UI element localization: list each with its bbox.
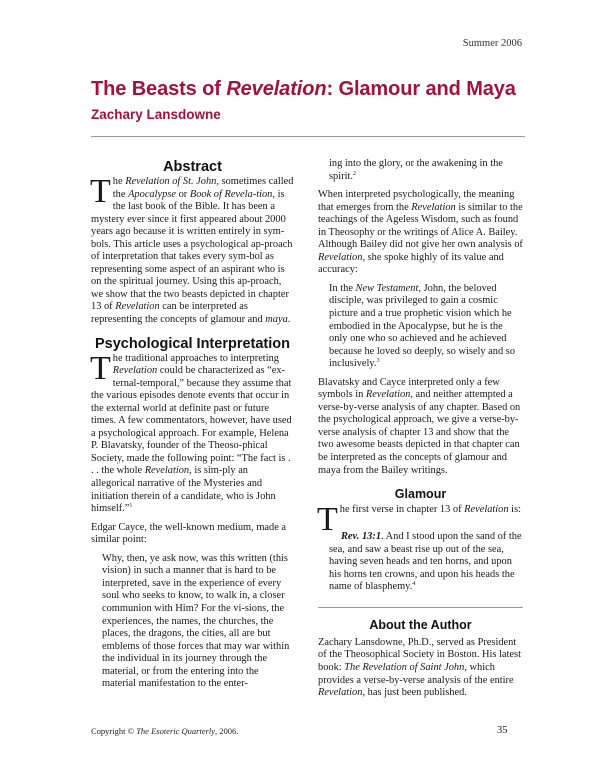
text-run: , John, the beloved disciple, was privileged to gain a cosmic picture and a true prophetic vision which he embodied in the Apocalypse, but he is the only one who so achieved and he achieved because he loved so deeply, so wisely and so inclusively. bbox=[329, 282, 516, 370]
verse-reference: Rev. 13:1 bbox=[341, 531, 382, 543]
copyright-notice bbox=[91, 726, 238, 736]
psych-paragraph-4 bbox=[318, 377, 523, 477]
copyright-post: , 2006. bbox=[215, 726, 239, 736]
text-run: , she spoke highly of its value and accuracy: bbox=[318, 251, 504, 276]
italic-text: The Revelation of Saint John bbox=[344, 661, 465, 673]
italic-text: maya bbox=[265, 314, 288, 326]
text-run: Zachary Lansdowne, Ph.D., served as President of the Theosophical Society in Boston. His latest book: bbox=[318, 636, 521, 673]
abstract-paragraph bbox=[90, 173, 294, 327]
title-part: : Glamour and Maya bbox=[326, 78, 516, 100]
text-run: he bbox=[112, 176, 126, 187]
about-paragraph bbox=[318, 637, 523, 700]
psych-p1-text bbox=[90, 349, 292, 515]
abstract-text bbox=[90, 173, 294, 326]
footnote-ref-3: 3 bbox=[376, 358, 380, 365]
italic-text: Apocalypse bbox=[128, 188, 176, 200]
italic-text: Revelation of St. John bbox=[125, 176, 217, 187]
italic-text: Revelation bbox=[318, 251, 363, 263]
copyright-pre: Copyright © bbox=[91, 726, 137, 736]
text-run: could be characterized as “ex-ternal-temporal,” because they assume that the various episodes denote events that occur in the external world at definite past or future times. A few commentators, however, have used a psychological approach. For example, Helena P. Blavatsky, founder of the Theoso-phical Society, made the following point: “The fact is . . . the whole bbox=[91, 365, 292, 477]
italic-text: Revelation bbox=[115, 301, 160, 313]
left-column bbox=[91, 158, 294, 691]
text-run: , which provides a verse-by-verse analysis of the entire bbox=[318, 661, 514, 686]
footnote-ref-2: 2 bbox=[352, 170, 356, 177]
article-author: Zachary Lansdowne bbox=[91, 107, 221, 122]
about-divider bbox=[318, 607, 523, 608]
text-run: , has just been published. bbox=[362, 687, 467, 699]
drop-cap: T bbox=[90, 173, 111, 210]
title-part: The Beasts of bbox=[91, 78, 227, 100]
cayce-quote-continued bbox=[329, 158, 523, 183]
text-run: or bbox=[175, 188, 190, 200]
italic-text: Book of Revela-tion bbox=[189, 188, 273, 200]
text-run: In the bbox=[329, 282, 356, 294]
page-number: 35 bbox=[497, 725, 508, 736]
psych-heading: Psychological Interpretation bbox=[95, 335, 290, 352]
journal-name: The Esoteric Quarterly bbox=[136, 726, 216, 736]
italic-text: New Testament bbox=[355, 282, 419, 294]
drop-cap: T bbox=[90, 349, 111, 387]
psych-paragraph-3 bbox=[318, 189, 523, 277]
text-run: , is the last book of the Bible. It has been a mystery ever since it first appeared about 2000 years ago because it is written entirely in sym-bols. This article uses a psychological ap-proach of interpretation that takes every sym-bol as representing some aspect of an aspirant who is on the spiritual journey. Using this ap-proach, we show that the two beasts depicted in chapter 13 of bbox=[91, 188, 293, 313]
italic-text: Revelation bbox=[318, 687, 363, 699]
issue-date: Summer 2006 bbox=[462, 38, 522, 49]
about-heading: About the Author bbox=[369, 617, 472, 632]
text-run: , is sim-ply an allegorical narrative of the Mysteries and initiation therein of a candidate, who is John himself.” bbox=[91, 465, 276, 515]
right-column bbox=[318, 158, 523, 706]
text-run: , and neither attempted a verse-by-verse analysis of any chapter. Based on the psychological approach, we give a verse-by-verse analysis of chapter 13 and show that the two awesome beasts depicted in that chapter can be interpreted as the concepts of glamour and maya from the Bailey writings. bbox=[318, 389, 521, 476]
cayce-quote: Why, then, ye ask now, was this written (this vision) in such a manner that is hard to be interpreted, save in the experience of every soul who seeks to know, to walk in, a closer communion with Him? For the vi-sions, the experiences, the names, the churches, the places, the dragons, the cities, all are but emblems of those forces that may war within the individual in its journey through the material, or from the entering into the material manifestation to the enter- bbox=[102, 552, 290, 690]
text-run: . bbox=[287, 314, 291, 326]
article-title bbox=[91, 78, 516, 101]
verse-quote bbox=[329, 531, 523, 594]
verse-text: . And I stood upon the sand of the sea, and saw a beast rise up out of the sea, having seven heads and ten horns, and upon his horns ten crowns, and upon his heads the name of blasphemy. bbox=[329, 531, 522, 593]
drop-cap: T bbox=[317, 501, 338, 539]
bailey-quote bbox=[329, 283, 523, 371]
italic-text: Revelation bbox=[464, 504, 509, 516]
abstract-heading: Abstract bbox=[163, 159, 222, 175]
glamour-heading: Glamour bbox=[394, 487, 447, 502]
title-divider bbox=[91, 136, 525, 137]
footnote-ref-4: 4 bbox=[412, 581, 416, 588]
psych-paragraph-2: Edgar Cayce, the well-known medium, made a similar point: bbox=[91, 521, 287, 546]
italic-text: Revelation bbox=[112, 365, 158, 377]
text-run: can be interpreted as representing the concepts of glamour and bbox=[91, 301, 266, 326]
text-run: Blavatsky and Cayce interpreted only a few symbols in bbox=[318, 376, 500, 401]
quote-continued-text: ing into the glory, or the awakening in the spirit. bbox=[329, 158, 503, 182]
text-run: is: bbox=[508, 504, 521, 516]
title-italic: Revelation bbox=[226, 78, 327, 100]
about-text bbox=[318, 637, 521, 698]
text-run: , sometimes called the bbox=[112, 176, 294, 200]
psych-p3-text bbox=[318, 189, 523, 275]
psych-paragraph-1 bbox=[90, 349, 294, 516]
psych-p4-text bbox=[318, 377, 520, 476]
bailey-quote-text bbox=[329, 283, 515, 369]
footnote-ref-1: 1 bbox=[129, 503, 133, 510]
glamour-intro-text bbox=[340, 504, 521, 515]
italic-text: Revelation bbox=[411, 201, 456, 213]
text-run: he traditional approaches to interpreting bbox=[112, 352, 279, 364]
italic-text: Revelation bbox=[365, 389, 411, 401]
text-run: When interpreted psychologically, the meaning that emerges from the bbox=[318, 189, 515, 213]
text-run: he first verse in chapter 13 of bbox=[339, 504, 465, 516]
italic-text: Revelation bbox=[144, 465, 190, 477]
text-run: is similar to the teachings of the Ageless Wisdom, such as found in Theosophy or the writings of Alice A. Bailey. Although Bailey did not give her own analysis of bbox=[318, 201, 523, 251]
